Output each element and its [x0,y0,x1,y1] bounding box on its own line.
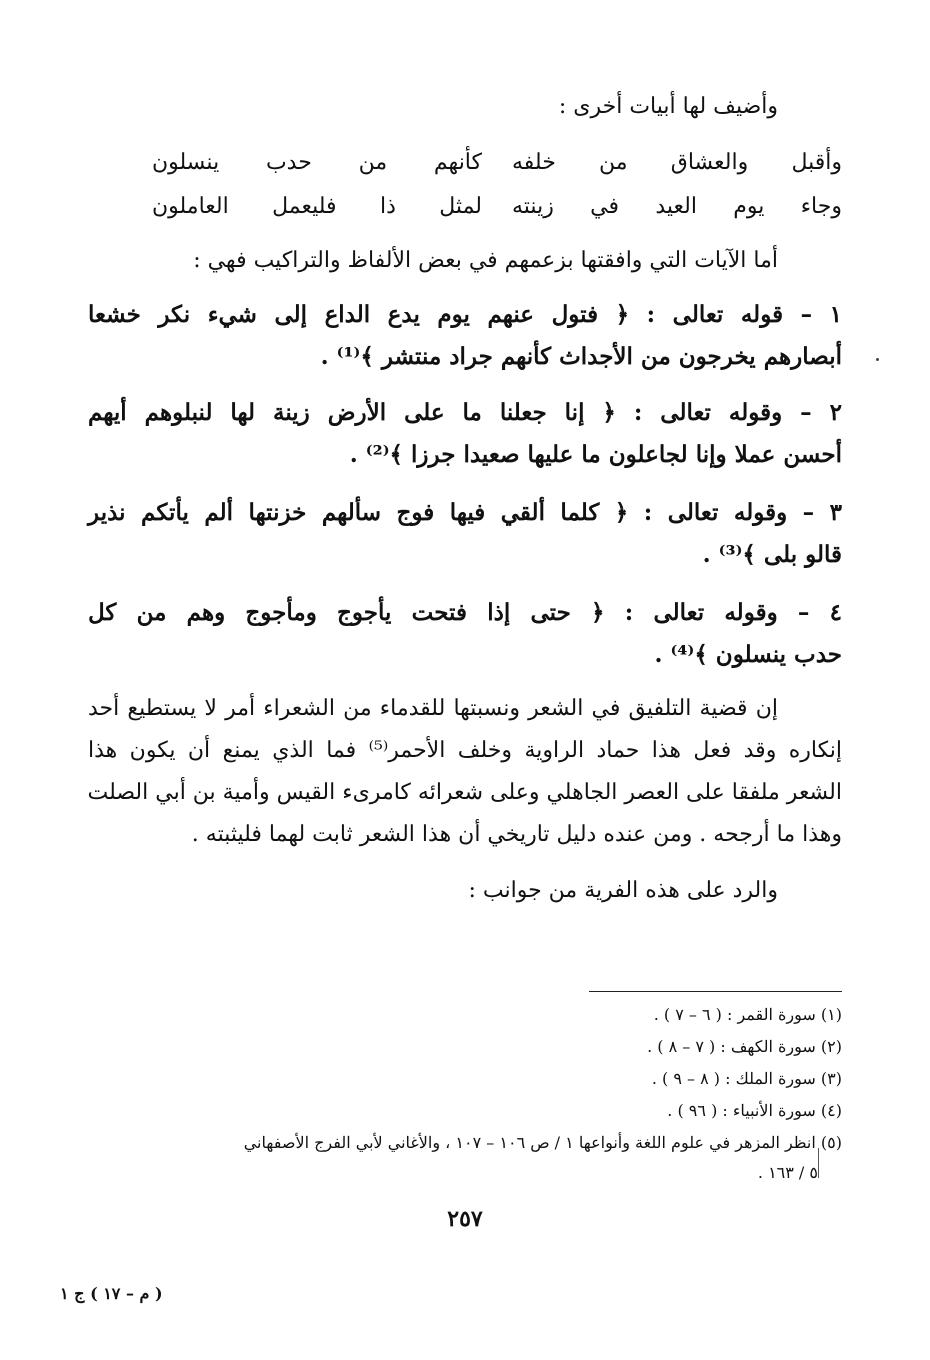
poem-hemistich: وأقبل والعشاق من خلفه [512,150,842,175]
verse-1-line-2: أبصارهم يخرجون من الأجداث كأنهم جراد منتشر ﴾⁽¹⁾ . [320,343,842,370]
footnote: (٥) انظر المزهر في علوم اللغة وأنواعها ١ / ص ١٠٦ – ١٠٧ ، والأغاني لأبي الفرج الأصفهاني [243,1133,842,1152]
intro-line: وأضيف لها أبيات أخرى : [558,94,778,119]
printer-signature: ( م – ١٧ ) ج ١ [60,1284,163,1303]
footnote: (٤) سورة الأنبياء : ( ٩٦ ) . [667,1101,842,1120]
poem-hemistich: وجاء يوم العيد في زينته [512,194,842,219]
verse-2-line-2: أحسن عملا وإنا لجاعلون ما عليها صعيدا جرزا ﴾⁽²⁾ . [349,441,842,468]
poem-hemistich: لمثل ذا فليعمل العاملون [152,194,482,219]
footnote: (٢) سورة الكهف : ( ٧ – ٨ ) . [647,1037,842,1056]
closing-line: والرد على هذه الفرية من جوانب : [468,878,778,903]
margin-bar [818,1148,819,1178]
paragraph-line: إنكاره وقد فعل هذا حماد الراوية وخلف الأحمر⁽⁵⁾ فما الذي يمنع أن يكون هذا [88,738,842,763]
footnote-divider [589,991,842,992]
footnote: (٣) سورة الملك : ( ٨ – ٩ ) . [651,1069,842,1088]
footnote-continuation: ٥ / ١٦٣ . [757,1163,818,1182]
footnote: (١) سورة القمر : ( ٦ – ٧ ) . [653,1005,842,1024]
paragraph-line: إن قضية التلفيق في الشعر ونسبتها للقدماء من الشعراء أمر لا يستطيع أحد [88,696,778,721]
verse-3-line-1: ٣ – وقوله تعالى : ﴿ كلما ألقي فيها فوج سألهم خزنتها ألم يأتكم نذير [88,499,842,526]
verses-intro: أما الآيات التي وافقتها بزعمهم في بعض الألفاظ والتراكيب فهي : [193,248,778,273]
poem-hemistich: كأنهم من حدب ينسلون [152,150,482,175]
verse-4-line-1: ٤ – وقوله تعالى : ﴿ حتى إذا فتحت يأجوج ومأجوج وهم من كل [88,599,842,626]
speck-mark [876,358,879,361]
poem-verse-1 [152,146,842,180]
paragraph-line: وهذا ما أرجحه . ومن عنده دليل تاريخي أن هذا الشعر ثابت لهما فليثبته . [191,822,842,847]
paragraph-line: الشعر ملفقا على العصر الجاهلي وعلى شعرائه كامرىء القيس وأمية بن أبي الصلت [87,780,842,805]
page-number: ٢٥٧ [447,1206,483,1232]
verse-1-line-1: ١ – قوله تعالى : ﴿ فتول عنهم يوم يدع الداع إلى شيء نكر خشعا [88,301,842,328]
poem-verse-2 [152,190,842,224]
verse-2-line-1: ٢ – وقوله تعالى : ﴿ إنا جعلنا ما على الأرض زينة لها لنبلوهم أيهم [88,399,842,426]
verse-4-line-2: حدب ينسلون ﴾⁽⁴⁾ . [654,641,842,668]
verse-3-line-2: قالو بلى ﴾⁽³⁾ . [702,541,842,568]
